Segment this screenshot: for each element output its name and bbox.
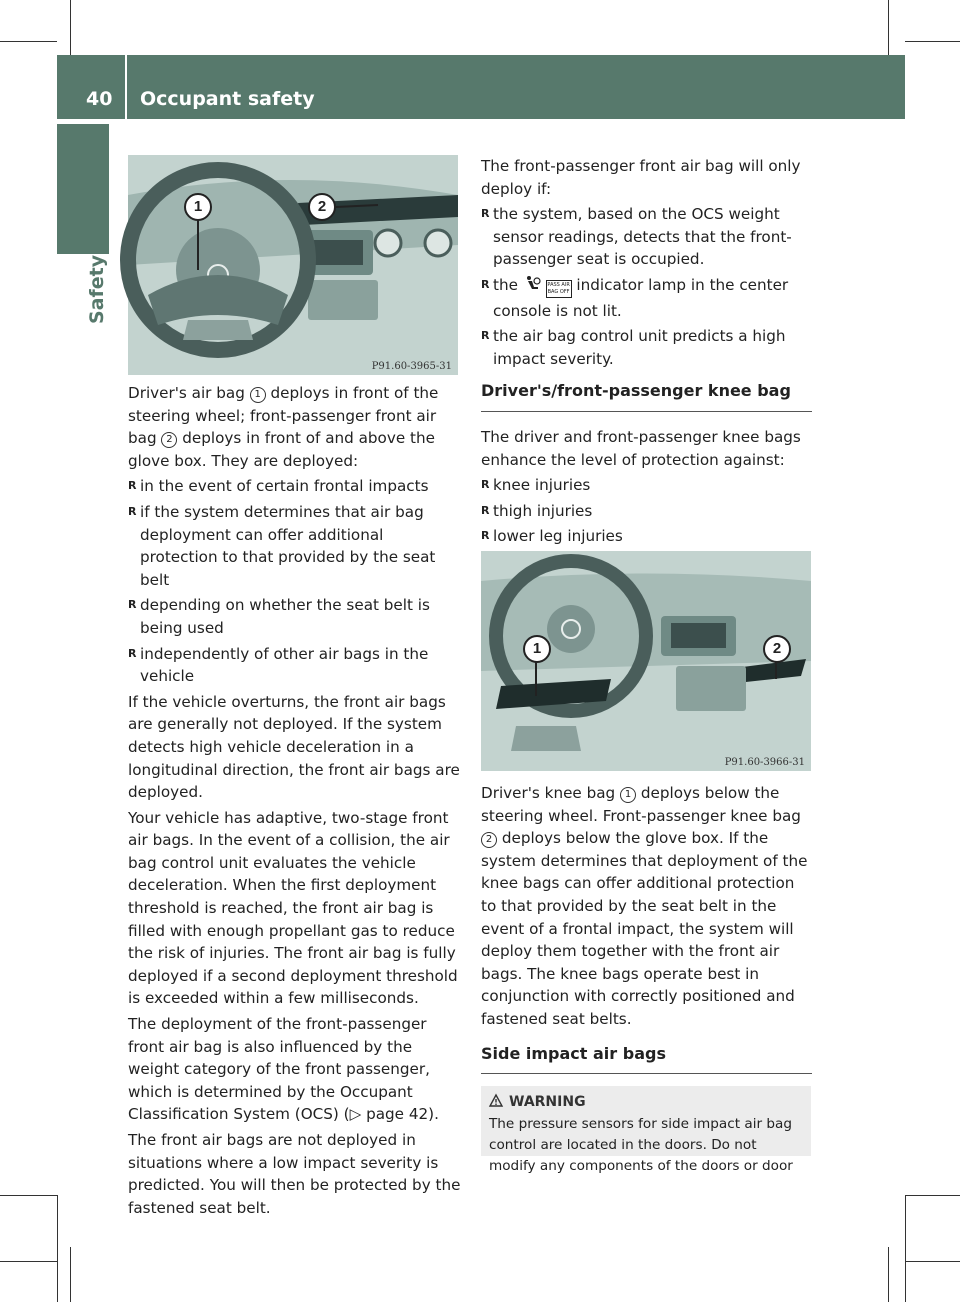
list-item: R depending on whether the seat belt is being used [128,594,461,639]
warning-box [481,1086,811,1174]
list-item: R if the system determines that air bag deployment can offer additional protection to that provided by the seat belt [128,501,461,591]
section-heading: Side impact air bags [481,1043,812,1075]
callout-1: 1 [523,635,551,663]
crop-mark [888,0,889,55]
airbag-off-lamp: PASS AIR BAG OFF [546,280,572,298]
list-item: R in the event of certain frontal impacts [128,475,461,498]
marker-1: 1 [250,387,266,403]
paragraph: The deployment of the front-passenger front air bag is also influenced by the weight category of the front passenger, which is determined by the Occupant Classification System (OCS) (▷ page 42). [128,1015,439,1124]
page-title: Occupant safety [140,88,315,110]
crop-mark [0,1195,57,1196]
crop-mark [70,1247,71,1302]
callout-2: 2 [308,193,336,221]
marker-2: 2 [161,432,177,448]
airbag-figure-1 [128,155,458,375]
section-heading: Driver's/front-passenger knee bag [481,380,812,412]
paragraph: The front-passenger front air bag will only deploy if: [481,157,801,198]
crop-mark [0,1261,57,1262]
warning-heading: WARNING [489,1094,803,1110]
callout-2: 2 [763,635,791,663]
figure-reference: P91.60-3965-31 [371,361,452,372]
warning-text: The pressure sensors for side impact air bag control are located in the doors. Do not modify any components of the doors or door [489,1116,793,1174]
kneebag-description: Driver's knee bag 1 deploys below the steering wheel. Front-passenger knee bag 2 deploys below the glove box. If the system determines that deployment of the knee bags can offer additional protection to that provided by the seat belt in the event of a frontal impact, the system will deploy them together with the front air bags. The knee bags operate best in conjunction with correctly positioned and fastened seat belts. [481,784,808,1028]
callout-1: 1 [184,193,212,221]
list-item: R lower leg injuries [481,525,812,548]
figure-reference: P91.60-3966-31 [724,757,805,768]
crop-mark [905,1195,906,1302]
right-column [481,155,812,551]
list-item: R thigh injuries [481,500,812,523]
crop-mark [70,0,71,55]
paragraph: If the vehicle overturns, the front air bags are generally not deployed. If the system detects high vehicle deceleration in a longitudinal direction, the front air bags are deployed. [128,692,460,802]
crop-mark [0,41,57,42]
marker-1: 1 [620,787,636,803]
page-number: 40 [86,88,113,110]
paragraph: The front air bags are not deployed in situations where a low impact severity is predicted. You will then be protected by the fastened seat belt. [128,1131,461,1217]
paragraph: Your vehicle has adaptive, two-stage front air bags. In the event of a collision, the air bag control unit evaluates the vehicle deceleration. When the first deployment threshold is reached, the front air bag is filled with enough propellant gas to reduce the risk of injuries. The front air bag is fully deployed if a second deployment threshold is exceeded within a few milliseconds. [128,808,458,1008]
crop-mark [57,1195,58,1302]
crop-mark [905,41,960,42]
list-item: R the PASS AIR BAG OFF indicator lamp in the center console is not lit. [481,274,812,322]
list-item: R knee injuries [481,474,812,497]
right-column-lower [481,782,812,1088]
kneebag-figure [481,551,811,771]
left-column [128,382,461,1222]
passenger-airbag-icon [523,275,541,300]
list-item: R independently of other air bags in the vehicle [128,643,461,688]
crop-mark [888,1247,889,1302]
paragraph: The driver and front-passenger knee bags enhance the level of protection against: [481,427,801,469]
dashboard-illustration [128,155,458,375]
header-separator [125,55,127,119]
crop-mark [905,1195,960,1196]
warning-triangle-icon [489,1094,503,1110]
crop-mark [905,1261,960,1262]
list-item: R the air bag control unit predicts a high impact severity. [481,325,812,370]
list-item: R the system, based on the OCS weight sensor readings, detects that the front-passenger seat is occupied. [481,203,812,271]
section-label: Safety [86,254,108,324]
section-tab [57,124,109,254]
airbag-intro: Driver's air bag 1 deploys in front of the steering wheel; front-passenger front air bag 2 deploys in front of and above the glove box. They are deployed: [128,384,439,470]
marker-2: 2 [481,832,497,848]
